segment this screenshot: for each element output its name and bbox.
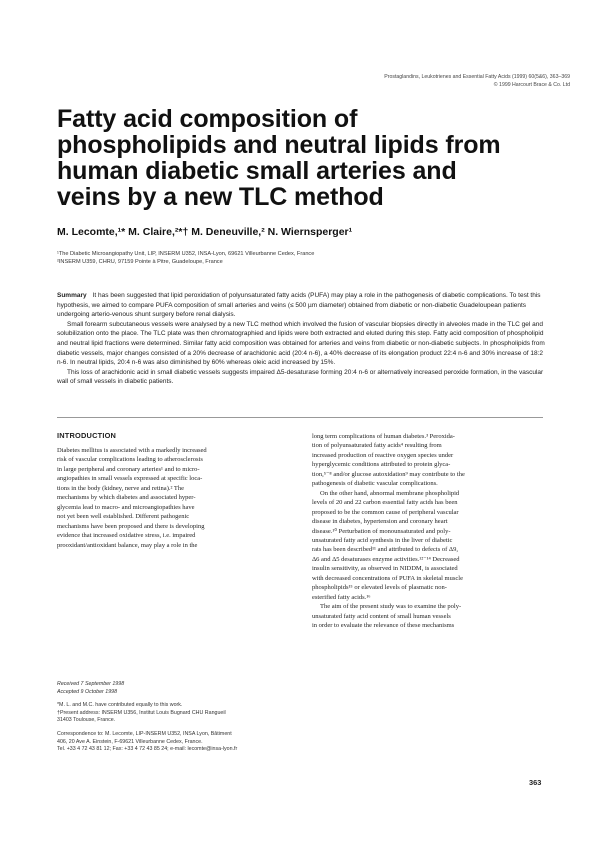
body-line: long term complications of human diabetes.³ Peroxida- [312, 433, 455, 440]
title-line: veins by a new TLC method [57, 183, 384, 211]
body-line: levels of 20 and 22 carbon essential fatty acids has been [312, 499, 458, 507]
received-date: Received 7 September 1998 [57, 681, 125, 687]
body-line: in large peripheral and coronary arteries¹ and to micro- [57, 465, 200, 473]
journal-citation-line: Prostaglandins, Leukotrienes and Essential Fatty Acids (1999) 60(5&6), 363–369 [384, 74, 570, 80]
abstract-paragraph-2: Small forearm subcutaneous vessels were analysed by a new TLC method which involved the fusion of vascular biopsies directly in alveoles made in the TLC gel and solubilization onto the place. The TLC plate was then chromatographied and lipids were both extracted and eluted during this step. Fatty acid composition of phospholipid and neutral lipid fractions were determined. Similar fatty acid composition was obtained for arteries and veins from diabetic or non-diabetic subjects. In phospholipids from diabetic vessels, major changes consisted of a 20% decrease of arachidonic acid (20:4 n-6), a 40% decrease of its elongation product 22:4 n-6 and 30% increase of 18:2 n-6. In neutral lipids, 20:4 n-6 was also diminished by 60% whereas oleic acid increased by 15%. [57, 320, 545, 367]
body-column-right [312, 432, 547, 631]
body-line: mechanisms have been proposed and there is developing [57, 522, 205, 530]
title-line: phospholipids and neutral lipids from [57, 131, 501, 159]
body-line: The aim of the present study was to examine the poly- [320, 603, 462, 611]
affiliation-2: ²INSERM U359, CHRU, 97159 Pointe à Pitre, Guadeloupe, France [57, 259, 223, 266]
abstract [57, 291, 545, 387]
equal-contribution-note: *M. L. and M.C. have contributed equally to this work. [57, 702, 183, 709]
body-line: disease in diabetes, hypertension and coronary heart [312, 518, 448, 526]
abstract-paragraph-1 [57, 291, 545, 320]
body-line: On the other hand, abnormal membrane phospholipid [320, 489, 460, 497]
page-number: 363 [529, 778, 542, 787]
body-line: evidence that increased oxidative stress, i.e. impaired [57, 532, 196, 540]
article-title [57, 106, 557, 210]
present-address-note: 31403 Toulouse, France. [57, 717, 116, 724]
body-line: unsaturated fatty acid synthesis in the liver of diabetic [312, 536, 453, 544]
section-divider [57, 417, 543, 418]
author-list: M. Lecomte,¹* M. Claire,²*† M. Deneuville,² N. Wiernsperger¹ [57, 226, 353, 238]
abstract-keyword: Summary [57, 292, 87, 299]
correspondence-note: Tel. +33 4 72 43 81 12; Fax: +33 4 72 43 85 24; e-mail: lecomte@insa-lyon.fr [57, 746, 238, 753]
body-line: risk of vascular complications leading to atherosclerosis [57, 456, 203, 464]
body-line: pathogenesis of diabetic vascular complications. [312, 480, 438, 488]
body-line: phospholipids¹⁵ or elevated levels of plasmatic non- [312, 584, 447, 592]
body-line: Diabetes mellitus is associated with a markedly increased [57, 447, 207, 454]
journal-copyright-line: © 1999 Harcourt Brace & Co. Ltd [493, 81, 570, 88]
body-line: proposed to be the common cause of peripheral vascular [312, 508, 459, 516]
body-line: with decreased concentrations of PUFA in skeletal muscle [312, 574, 463, 582]
body-line: increased production of reactive oxygen species under [312, 451, 454, 459]
abstract-text: It has been suggested that lipid peroxidation of polyunsaturated fatty acids (PUFA) may play a role in the pathogenesis of diabetic complications. To test this hypothesis, we aimed to compare PUFA composition of small arteries and veins (≤ 500 µm diameter) obtained from diabetic or non-diabetic Guadeloupean patients undergoing arterio-venous shunt surgery before renal dialysis. [57, 292, 541, 319]
title-line: human diabetic small arteries and [57, 157, 457, 185]
body-column-left [57, 430, 295, 550]
affiliations [57, 250, 314, 266]
body-line: hyperglycemic conditions attributed to protein glyca- [312, 461, 451, 469]
affiliation-1: ¹The Diabetic Microangiopathy Unit, LIP, INSERM U352, INSA-Lyon, 69621 Villeurbanne Cedex, France [57, 251, 315, 257]
body-line: not yet been well established. Different pathogenic [57, 513, 190, 521]
body-line: esterified fatty acids.¹⁶ [312, 593, 371, 601]
body-line: mechanisms by which diabetes and associated hyper- [57, 494, 196, 502]
body-line: angiopathies in small vessels expressed at specific loca- [57, 475, 203, 483]
journal-citation [310, 74, 570, 89]
body-line: prooxidant/antioxidant balance, may play a role in the [57, 541, 198, 549]
title-line: Fatty acid composition of [57, 105, 358, 133]
body-line: tion,⁵⁻⁸ and/or glucose autoxidation⁹ may contribute to the [312, 470, 465, 478]
body-line: insulin sensitivity, as observed in NIDDM, is associated [312, 565, 458, 573]
body-line: disease.¹⁰ Perturbation of monounsaturated and poly- [312, 527, 451, 535]
body-line: Δ6 and Δ5 desaturases enzyme activities.¹²⁻¹⁴ Decreased [312, 555, 460, 563]
accepted-date: Accepted 9 October 1998 [57, 688, 118, 695]
introduction-heading: INTRODUCTION [57, 431, 117, 440]
body-line: tions in the body (kidney, nerve and retina).² The [57, 484, 185, 492]
present-address-note: †Present address: INSERM U356, Institut Louis Bugnard CHU Rangueil [57, 709, 226, 716]
abstract-paragraph-3: This loss of arachidonic acid in small diabetic vessels suggests impaired Δ5-desaturase forming 20:4 n-6 or alternatively increased peroxide formation, in the vascular wall of small vessels in diabetic patients. [57, 368, 544, 386]
body-line: in order to evaluate the relevance of these mechanisms [312, 622, 455, 630]
body-line: unsaturated fatty acid content of small human vessels [312, 612, 451, 620]
body-line: rats has been described¹¹ and attributed to defects of Δ9, [312, 546, 458, 554]
footnotes [57, 681, 295, 754]
body-line: tion of polyunsaturated fatty acids⁴ resulting from [312, 442, 442, 450]
correspondence-note: Correspondence to: M. Lecomte, LIP-INSERM U352, INSA Lyon, Bâtiment [57, 730, 232, 737]
body-line: glycemia lead to macro- and microangiopathies have [57, 503, 195, 511]
correspondence-note: 406, 20 Ave A. Einstein, F-69621 Villeurbanne Cedex, France. [57, 738, 203, 745]
